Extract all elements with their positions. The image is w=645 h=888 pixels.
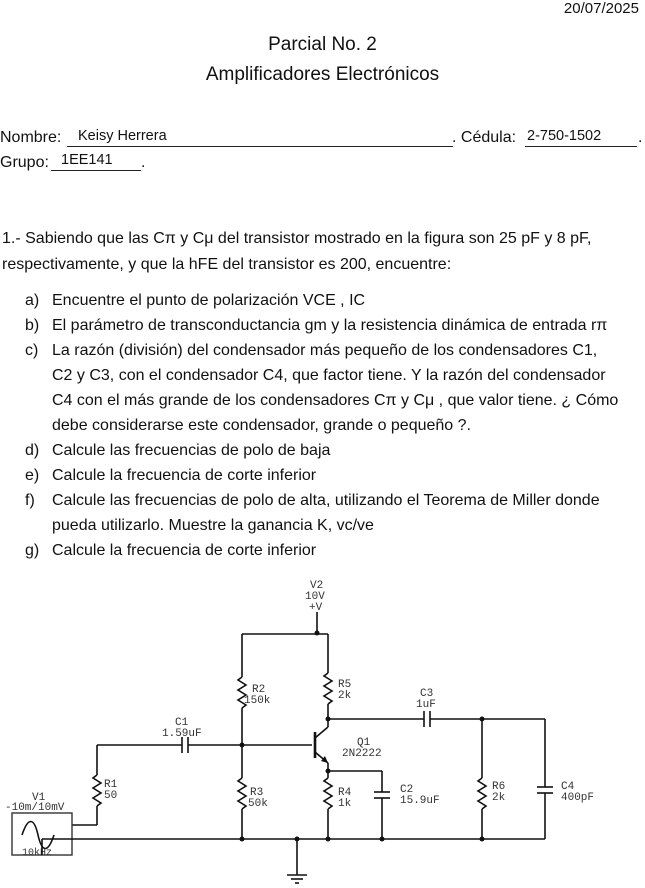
item-text: Calcule la frecuencia de corte inferior	[52, 542, 317, 559]
nombre-value[interactable]: Keisy Herrera	[78, 128, 167, 144]
c3-value: 1uF	[416, 699, 436, 711]
r3-resistor	[238, 778, 246, 809]
r6-value: 2k	[492, 792, 506, 804]
item-text: Calcule las frecuencias de polo de baja	[52, 442, 331, 459]
q1-collector	[315, 727, 328, 738]
item-text: Calcule las frecuencias de polo de alta, utilizando el Teorema de Miller donde	[52, 492, 600, 509]
r1-resistor	[93, 775, 101, 806]
grupo-end: .	[141, 154, 146, 171]
c1-name: C1	[175, 717, 189, 729]
item-label: b)	[25, 317, 40, 334]
r3-name: R3	[250, 787, 264, 799]
v1-sine-icon	[22, 822, 54, 849]
v2-node: +V	[309, 602, 323, 614]
document-date: 20/07/2025	[563, 0, 639, 17]
r5-name: R5	[338, 679, 352, 691]
cedula-value[interactable]: 2-750-1502	[527, 128, 602, 144]
r3-value: 50k	[248, 798, 268, 810]
c2-value: 15.9uF	[400, 795, 440, 807]
cedula-underline	[525, 146, 637, 147]
r1-name: R1	[104, 779, 118, 791]
document-subtitle: Amplificadores Electrónicos	[205, 64, 440, 85]
item-label: f)	[25, 492, 35, 509]
item-label: c)	[25, 342, 39, 359]
item-text: Calcule la frecuencia de corte inferior	[52, 467, 317, 484]
q1-value: 2N2222	[342, 748, 382, 760]
c4-name: C4	[561, 781, 575, 793]
v1-freq: 10kHz	[22, 848, 53, 859]
nombre-underline	[67, 146, 453, 147]
v2-name: V2	[310, 580, 324, 592]
q1-name: Q1	[357, 737, 371, 749]
grupo-value[interactable]: 1EE141	[61, 152, 113, 168]
item-text: C2 y C3, con el condensador C4, que factor tiene. Y la razón del condensador	[52, 367, 606, 384]
r6-resistor	[478, 778, 486, 809]
r2-name: R2	[252, 684, 266, 696]
item-label: e)	[25, 467, 40, 484]
v2-value: 10V	[305, 591, 325, 603]
item-text: debe considerarse este condensador, grande o pequeño ?.	[52, 417, 471, 434]
item-label: a)	[25, 292, 40, 309]
item-label: g)	[25, 542, 40, 559]
item-label: d)	[25, 442, 40, 459]
v1-name: V1	[32, 792, 46, 804]
item-text: C4 con el más grande de los condensadores Cπ y Cμ , que valor tiene. ¿ Cómo	[52, 392, 619, 409]
r5-value: 2k	[338, 690, 352, 702]
v1-value: -10m/10mV	[5, 802, 65, 814]
r5-resistor	[324, 673, 332, 704]
r6-name: R6	[492, 781, 506, 793]
circuit-schematic	[0, 575, 645, 888]
c3-name: C3	[420, 688, 434, 700]
problem-intro-line2: respectivamente, y que la hFE del transistor es 200, encuentre:	[2, 256, 452, 273]
r2-value: 150k	[244, 695, 271, 707]
r4-value: 1k	[338, 798, 352, 810]
problem-intro-line1: 1.- Sabiendo que las Cπ y Cμ del transistor mostrado en la figura son 25 pF y 8 pF,	[2, 230, 592, 247]
r4-resistor	[324, 778, 332, 809]
document-title: Parcial No. 2	[268, 34, 377, 55]
nombre-label: Nombre:	[0, 129, 62, 146]
cedula-label: . Cédula:	[452, 129, 517, 146]
item-text: El parámetro de transconductancia gm y la resistencia dinámica de entrada rπ	[52, 317, 608, 334]
item-text: La razón (división) del condensador más pequeño de los condensadores C1,	[52, 342, 598, 359]
grupo-label: Grupo:	[0, 154, 49, 171]
r4-name: R4	[338, 787, 352, 799]
ground-icon	[287, 875, 307, 883]
cedula-end: .	[638, 129, 643, 146]
grupo-underline	[51, 170, 141, 171]
c2-name: C2	[400, 784, 414, 796]
c4-value: 400pF	[561, 792, 595, 804]
item-text: pueda utilizarlo. Muestre la ganancia K, vc/ve	[52, 517, 374, 534]
r1-value: 50	[104, 790, 118, 802]
item-text: Encuentre el punto de polarización VCE , IC	[52, 292, 366, 309]
c1-value: 1.59uF	[162, 728, 202, 740]
